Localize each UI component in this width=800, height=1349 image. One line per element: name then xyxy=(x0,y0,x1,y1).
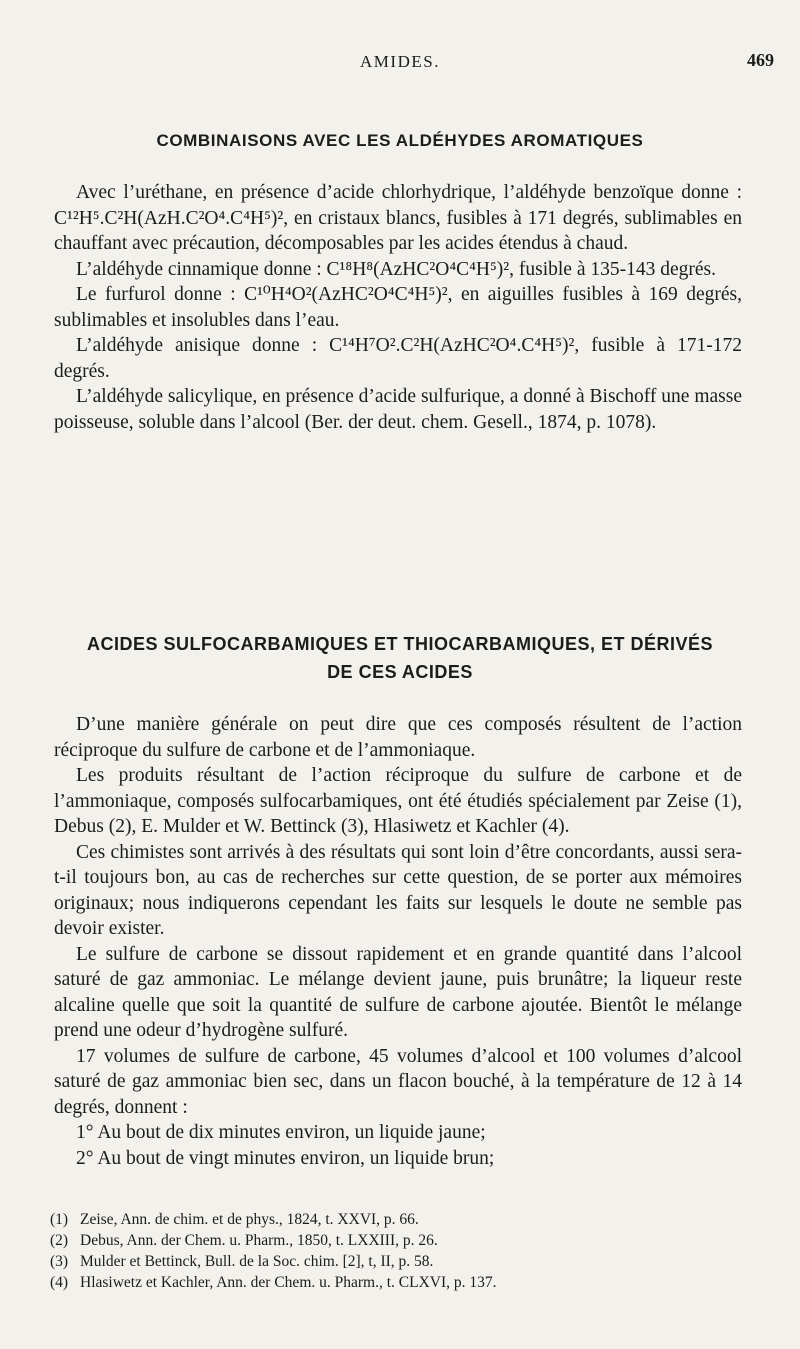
heading-line-2: DE CES ACIDES xyxy=(327,662,473,682)
footnote-number: (3) xyxy=(50,1253,69,1270)
footnote-number: (1) xyxy=(50,1211,69,1228)
footnote xyxy=(50,1209,750,1230)
paragraph: L’aldéhyde anisique donne : C¹⁴H⁷O².C²H(AzHC²O⁴.C⁴H⁵)², fusible à 171-172 degrés. xyxy=(54,335,742,382)
running-title: AMIDES. xyxy=(360,52,440,71)
footnote-number: (2) xyxy=(50,1232,69,1249)
list-item: 1° Au bout de dix minutes environ, un liquide jaune; xyxy=(76,1122,486,1143)
paragraph: Les produits résultant de l’action réciproque du sulfure de carbone et de l’ammoniaque, composés sulfocarbamiques, ont été étudiés spécialement par Zeise (1), Debus (2), E. Mulder et W. Bettinck (3), Hlasiwetz et Kachler (4). xyxy=(54,765,742,837)
footnote-number: (4) xyxy=(50,1274,69,1291)
section-sulfocarbamic-body xyxy=(54,712,742,1171)
paragraph: 17 volumes de sulfure de carbone, 45 volumes d’alcool et 100 volumes d’alcool saturé de gaz ammoniac bien sec, dans un flacon bouché, à la température de 12 à 14 degrés, donnent : xyxy=(54,1045,742,1118)
footnote-text: Hlasiwetz et Kachler, Ann. der Chem. u. Pharm., t. CLXVI, p. 137. xyxy=(80,1274,497,1291)
footnote-text: Debus, Ann. der Chem. u. Pharm., 1850, t. LXXIII, p. 26. xyxy=(80,1232,438,1249)
footnotes xyxy=(50,1209,750,1293)
paragraph: L’aldéhyde cinnamique donne : C¹⁸H⁸(AzHC²O⁴C⁴H⁵)², fusible à 135-143 degrés. xyxy=(76,258,717,280)
section-heading-aldehydes: COMBINAISONS AVEC LES ALDÉHYDES AROMATIQUES xyxy=(156,131,644,150)
running-header xyxy=(0,50,800,74)
paragraph: L’aldéhyde salicylique, en présence d’acide sulfurique, a donné à Bischoff une masse poisseuse, soluble dans l’alcool (Ber. der deut. chem. Gesell., 1874, p. 1078). xyxy=(54,386,742,433)
paragraph: Le furfurol donne : C¹⁰H⁴O²(AzHC²O⁴C⁴H⁵)², en aiguilles fusibles à 169 degrés, sublimables et insolubles dans l’eau. xyxy=(54,284,742,331)
list-item: 2° Au bout de vingt minutes environ, un liquide brun; xyxy=(76,1147,495,1169)
paragraph: Avec l’uréthane, en présence d’acide chlorhydrique, l’aldéhyde benzoïque donne : C¹²H⁵.C²H(AzH.C²O⁴.C⁴H⁵)², en cristaux blancs, fusibles à 171 degrés, sublimables en chauffant avec précaution, décomposables par les acides étendus à chaud. xyxy=(54,182,742,254)
footnote-text: Mulder et Bettinck, Bull. de la Soc. chim. [2], t, II, p. 58. xyxy=(80,1253,434,1270)
heading-line-1: ACIDES SULFOCARBAMIQUES ET THIOCARBAMIQUES, ET DÉRIVÉS xyxy=(86,634,714,654)
section-aldehydes-body xyxy=(54,180,742,435)
section-heading-sulfocarbamic xyxy=(40,630,760,686)
footnote xyxy=(50,1230,750,1251)
paragraph: D’une manière générale on peut dire que ces composés résultent de l’action réciproque du sulfure de carbone et de l’ammoniaque. xyxy=(54,714,742,761)
footnote xyxy=(50,1251,750,1272)
footnote-text: Zeise, Ann. de chim. et de phys., 1824, t. XXVI, p. 66. xyxy=(80,1211,419,1228)
paragraph: Ces chimistes sont arrivés à des résultats qui sont loin d’être concordants, aussi sera-t-il toujours bon, au cas de recherches sur cette question, de se porter aux mémoires originaux; nous indiquerons cependant les faits sur lesquels le doute ne semble pas devoir exister. xyxy=(54,841,742,939)
footnote xyxy=(50,1272,750,1293)
paragraph: Le sulfure de carbone se dissout rapidement et en grande quantité dans l’alcool saturé de gaz ammoniac. Le mélange devient jaune, puis brunâtre; la liqueur reste alcaline quelle que soit la quantité de sulfure de carbone ajoutée. Bientôt le mélange prend une odeur d’hydrogène sulfuré. xyxy=(54,943,742,1041)
page-number: 469 xyxy=(747,50,774,70)
